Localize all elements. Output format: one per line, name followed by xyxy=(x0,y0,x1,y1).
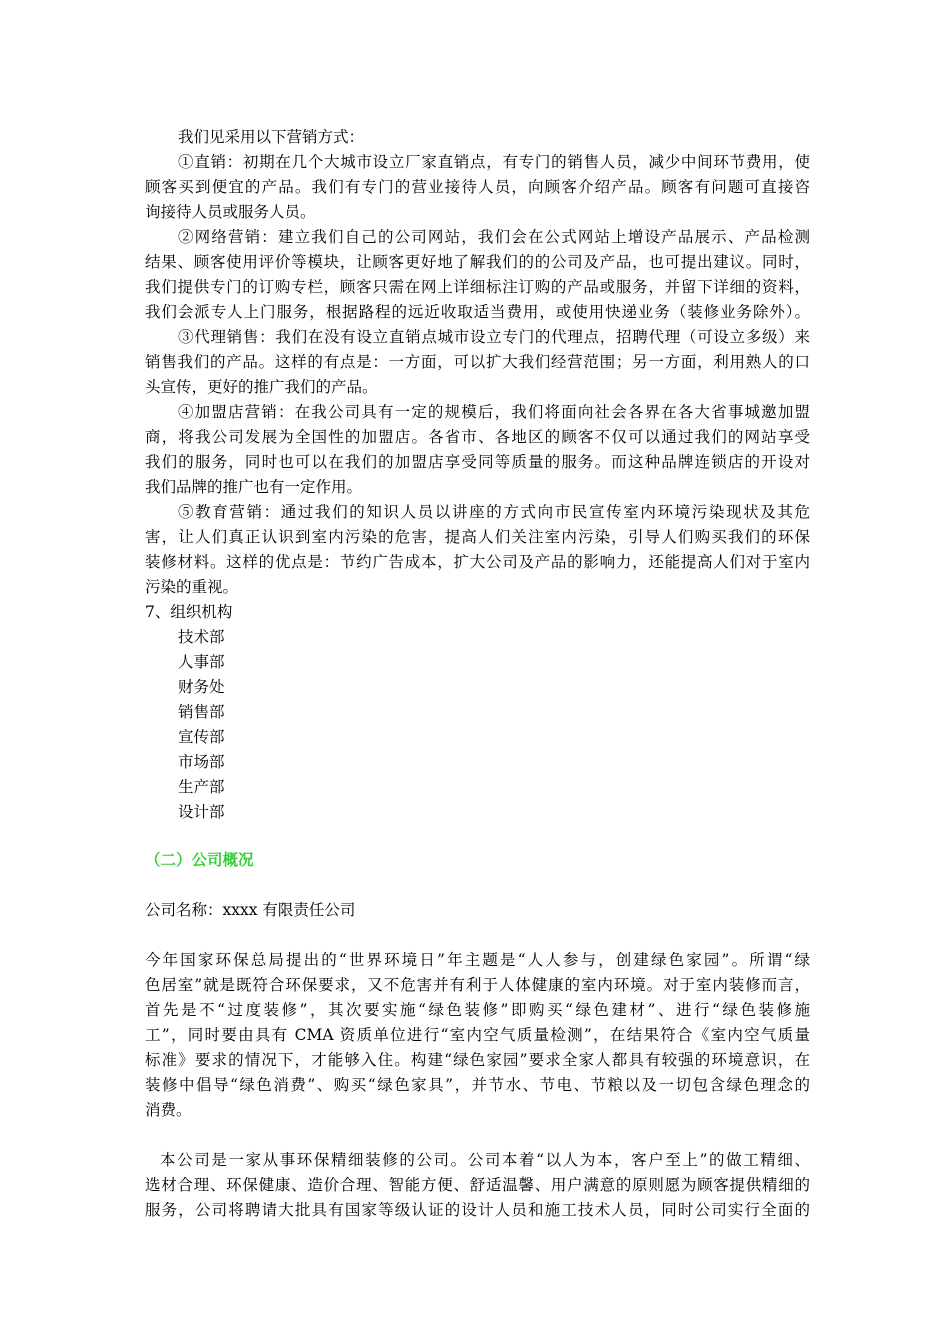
department-item: 财务处 xyxy=(178,678,225,696)
agency-sales-line: 销售我们的产品。这样的有点是：一方面，可以扩大我们经营范围；另一方面，利用熟人的口 xyxy=(145,353,810,371)
overview-paragraph-line: 装修中倡导“绿色消费”、购买“绿色家具”，并节水、节电、节粮以及一切包含绿色理念的 xyxy=(145,1076,810,1094)
franchise-marketing-line: 我们品牌的推广也有一定作用。 xyxy=(145,478,363,496)
overview-paragraph-line: 标准》要求的情况下，才能够入住。构建“绿色家园”要求全家人都具有较强的环境意识，在 xyxy=(145,1051,810,1069)
overview-paragraph-line: 工”，同时要由具有 CMA 资质单位进行“室内空气质量检测”，在结果符合《室内空气质量 xyxy=(145,1026,810,1044)
direct-sales-line: ①直销：初期在几个大城市设立厂家直销点，有专门的销售人员，减少中间环节费用，使 xyxy=(178,153,810,171)
education-marketing-line: ⑤教育营销：通过我们的知识人员以讲座的方式向市民宣传室内环境污染现状及其危 xyxy=(178,503,810,521)
department-item: 市场部 xyxy=(178,753,225,771)
overview-paragraph-line: 色居室”就是既符合环保要求，又不危害并有利于人体健康的室内环境。对于室内装修而言， xyxy=(145,976,810,994)
education-marketing-line: 害，让人们真正认识到室内污染的危害，提高人们关注室内污染，引导人们购买我们的环保 xyxy=(145,528,810,546)
department-item: 技术部 xyxy=(178,628,225,646)
overview-paragraph-line: 今年国家环保总局提出的“世界环境日”年主题是“人人参与，创建绿色家园”。所谓“绿 xyxy=(145,951,810,969)
direct-sales-line: 顾客买到便宜的产品。我们有专门的营业接待人员，向顾客介绍产品。顾客有问题可直接咨 xyxy=(145,178,810,196)
department-item: 人事部 xyxy=(178,653,225,671)
online-marketing-line: 我们会派专人上门服务，根据路程的远近收取适当费用，或使用快递业务（装修业务除外）。 xyxy=(145,303,810,321)
agency-sales-line: 头宣传，更好的推广我们的产品。 xyxy=(145,378,378,396)
franchise-marketing-line: 商，将我公司发展为全国性的加盟店。各省市、各地区的顾客不仅可以通过我们的网站享受 xyxy=(145,428,810,446)
online-marketing-line: ②网络营销：建立我们自己的公司网站，我们会在公式网站上增设产品展示、产品检测 xyxy=(178,228,810,246)
company-name: 公司名称：xxxx 有限责任公司 xyxy=(145,901,356,919)
education-marketing-line: 污染的重视。 xyxy=(145,578,239,596)
section-heading: （二）公司概况 xyxy=(145,850,254,869)
department-item: 宣传部 xyxy=(178,728,225,746)
department-item: 生产部 xyxy=(178,778,225,796)
department-item: 设计部 xyxy=(178,803,225,821)
direct-sales-line: 询接待人员或服务人员。 xyxy=(145,203,316,221)
department-item: 销售部 xyxy=(178,703,225,721)
organization-title: 7、组织机构 xyxy=(145,603,233,621)
online-marketing-line: 结果、顾客使用评价等模块，让顾客更好地了解我们的的公司及产品，也可提出建议。同时， xyxy=(145,253,810,271)
company-intro-line: 选材合理、环保健康、造价合理、智能方便、舒适温馨、用户满意的原则愿为顾客提供精细的 xyxy=(145,1176,810,1194)
franchise-marketing-line: ④加盟店营销：在我公司具有一定的规模后，我们将面向社会各界在各大省事城邀加盟 xyxy=(178,403,810,421)
franchise-marketing-line: 我们的服务，同时也可以在我们的加盟店享受同等质量的服务。而这种品牌连锁店的开设对 xyxy=(145,453,810,471)
agency-sales-line: ③代理销售：我们在没有设立直销点城市设立专门的代理点，招聘代理（可设立多级）来 xyxy=(178,328,810,346)
company-intro-line: 服务，公司将聘请大批具有国家等级认证的设计人员和施工技术人员，同时公司实行全面的 xyxy=(145,1201,810,1219)
overview-paragraph-line: 首先是不“过度装修”，其次要实施“绿色装修”即购买“绿色建材”、进行“绿色装修施 xyxy=(145,1001,810,1019)
overview-paragraph-line: 消费。 xyxy=(145,1101,192,1119)
education-marketing-line: 装修材料。这样的优点是：节约广告成本，扩大公司及产品的影响力，还能提高人们对于室内 xyxy=(145,553,810,571)
company-intro-line: 本公司是一家从事环保精细装修的公司。公司本着“以人为本，客户至上”的做工精细、 xyxy=(160,1151,810,1169)
online-marketing-line: 我们提供专门的订购专栏，顾客只需在网上详细标注订购的产品或服务，并留下详细的资料， xyxy=(145,278,810,296)
marketing-intro: 我们见采用以下营销方式： xyxy=(178,128,365,146)
